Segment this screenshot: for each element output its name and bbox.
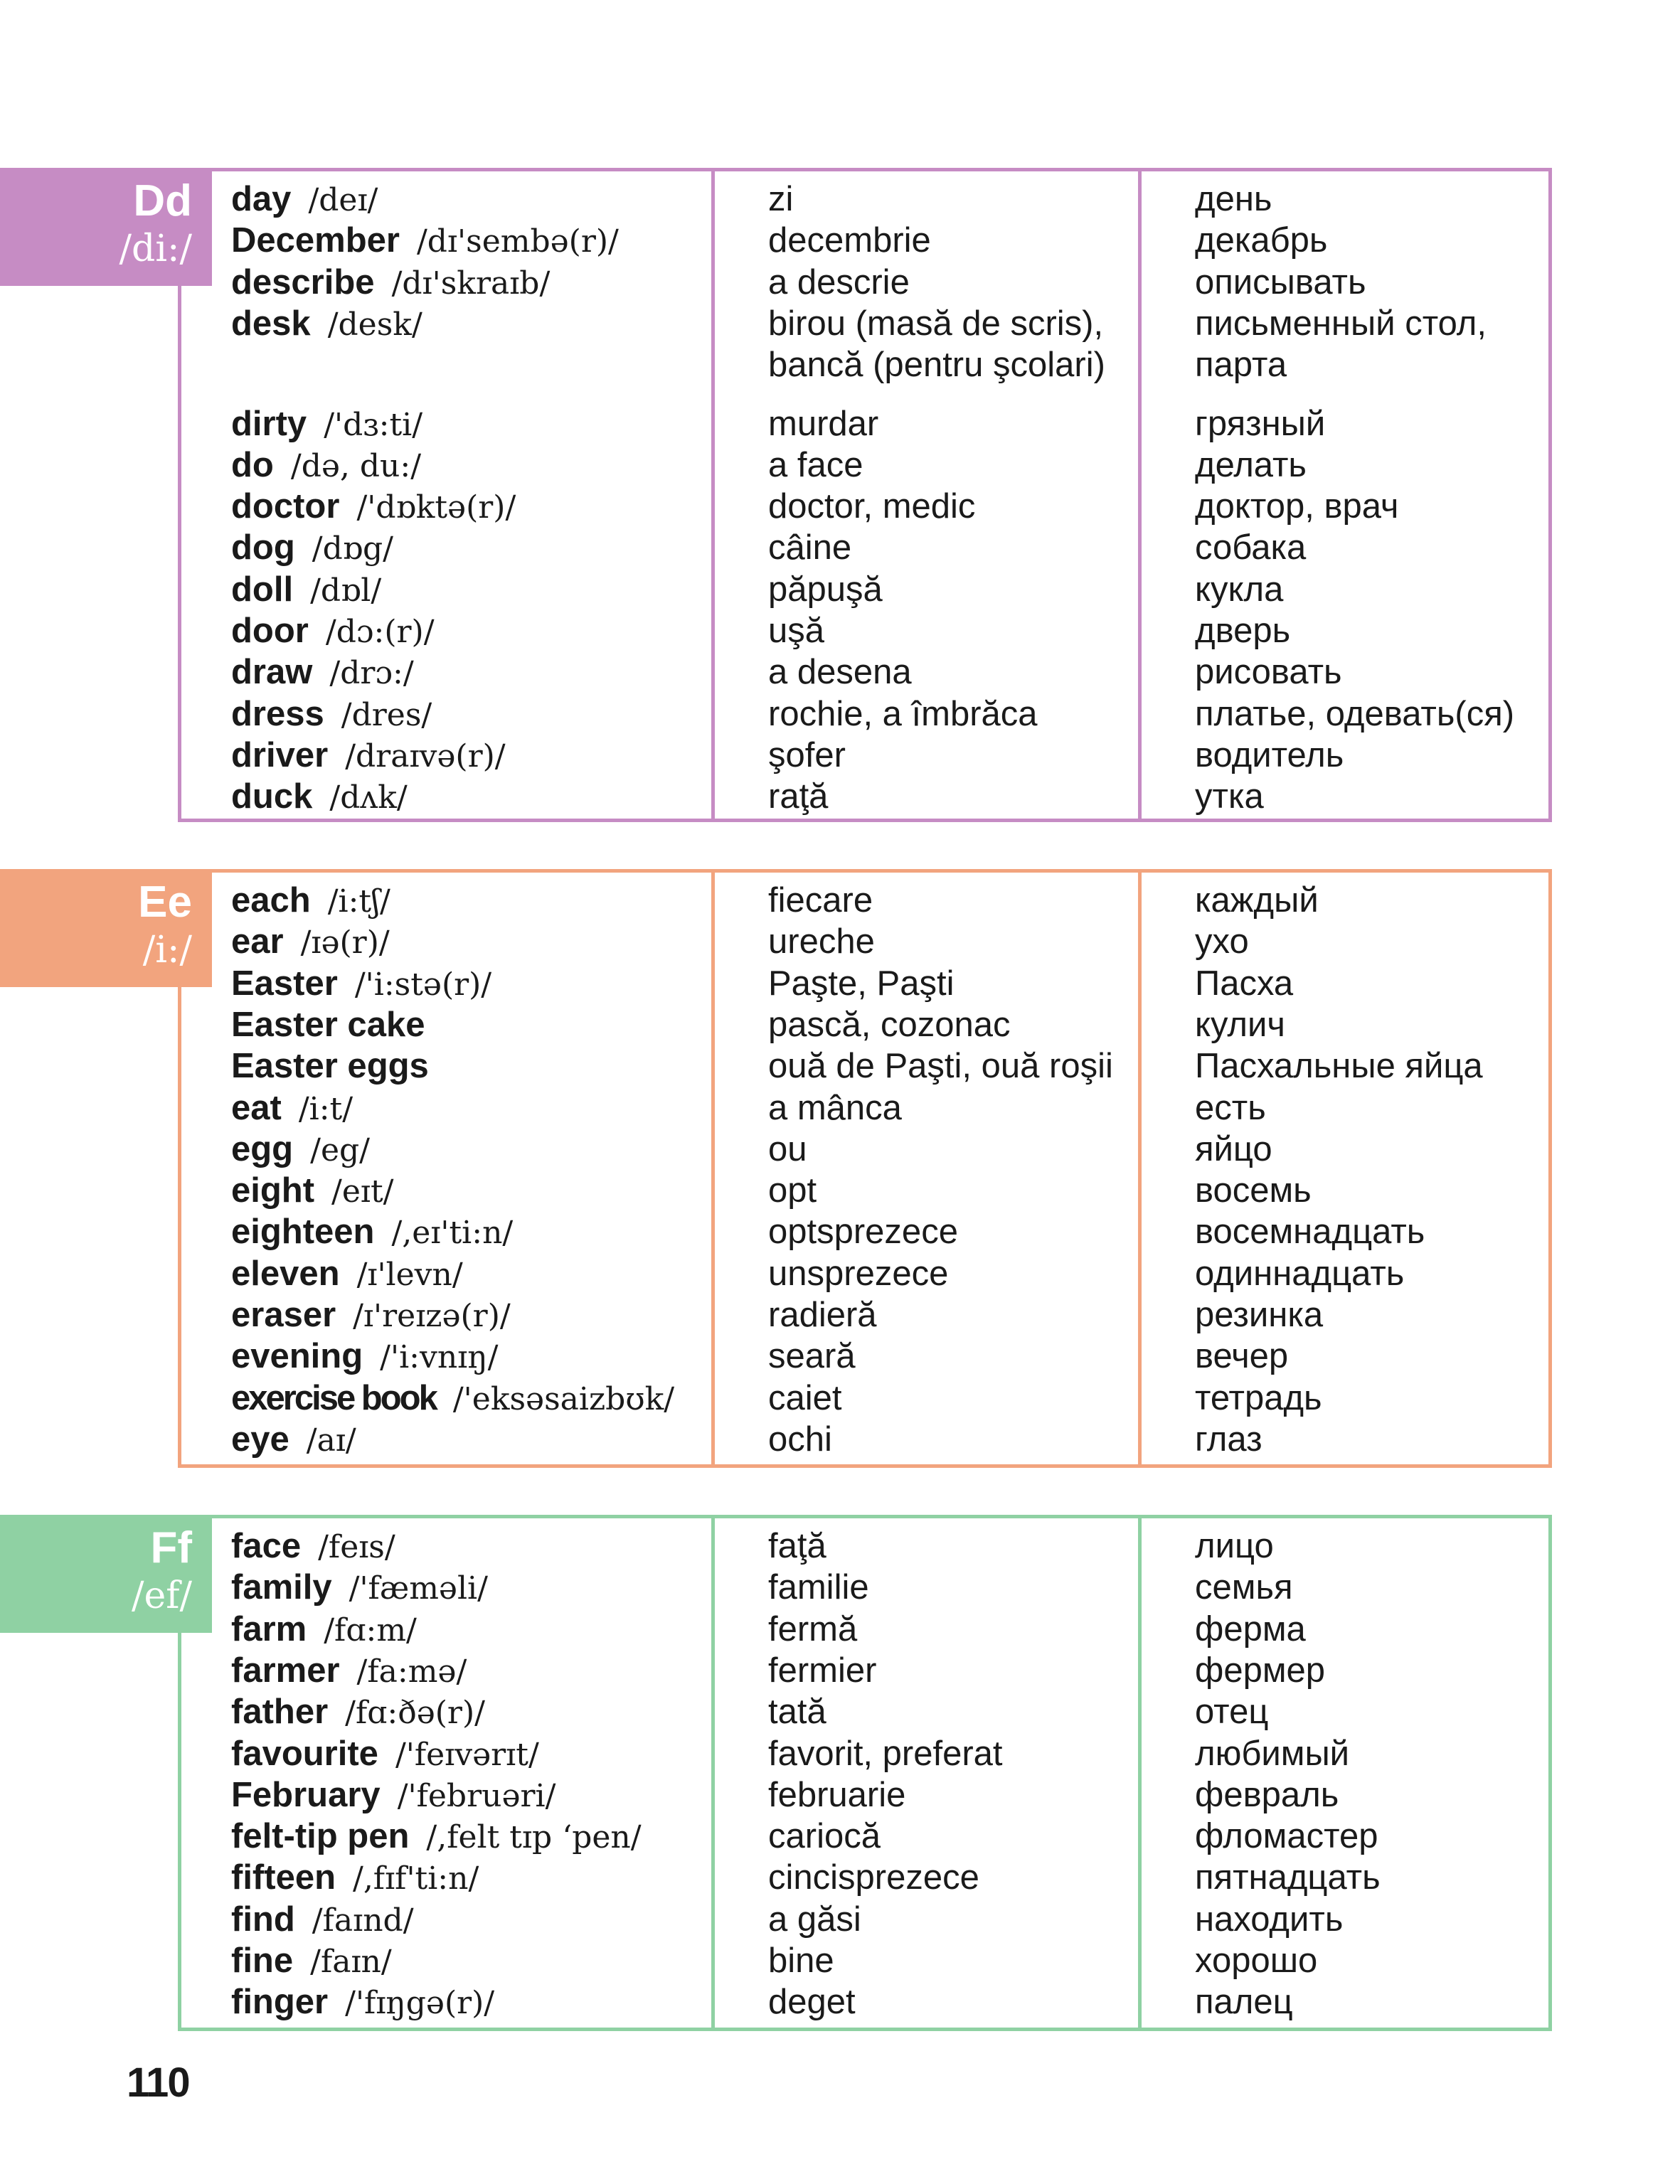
entry-russian: восемь: [1195, 1171, 1312, 1210]
entry-transcription: /'feɪvərɪt/: [395, 1736, 539, 1773]
entry-word: dress: [231, 694, 324, 733]
entry-romanian: cincisprezece: [768, 1858, 979, 1897]
entry-word: eraser: [231, 1296, 336, 1334]
entry-transcription: /draɪvə(r)/: [345, 737, 506, 774]
entry-romanian: unsprezece: [768, 1254, 949, 1293]
entry-word-row: [231, 610, 435, 653]
table-f: [178, 1515, 1552, 2031]
entry-romanian: birou (masă de scris),: [768, 304, 1104, 343]
entry-romanian: cariocă: [768, 1817, 881, 1856]
entry-transcription: /dɔ:(r)/: [325, 614, 435, 650]
entry-romanian: ou: [768, 1129, 807, 1168]
entry-russian: глаз: [1195, 1419, 1262, 1459]
entry-transcription: /'fɪŋgə(r)/: [345, 1985, 495, 2022]
entry-word-row: [231, 444, 421, 487]
entry-romanian: pască, cozonac: [768, 1005, 1011, 1044]
letter-heading: Ff: [150, 1523, 192, 1572]
entry-word-row: [231, 1816, 642, 1858]
entry-transcription: /dɪ'skraɪb/: [391, 265, 551, 302]
entry-word-row: [231, 921, 390, 964]
entry-romanian: ochi: [768, 1419, 832, 1459]
entry-word-row: [231, 1004, 425, 1045]
entry-transcription: /'dɒktə(r)/: [356, 489, 516, 526]
letter-ipa: /di:/: [119, 228, 192, 270]
entry-transcription: /dɒl/: [310, 572, 382, 609]
entry-romanian: câine: [768, 528, 852, 568]
entry-russian: резинка: [1195, 1296, 1324, 1334]
entry-russian: яйцо: [1195, 1129, 1272, 1168]
entry-word: favourite: [231, 1734, 378, 1773]
entry-romanian: seară: [768, 1337, 856, 1376]
entry-russian: пятнадцать: [1195, 1858, 1381, 1897]
entry-word-row: [231, 1981, 494, 2024]
entry-word: farm: [231, 1609, 307, 1648]
entry-russian: восемнадцать: [1195, 1213, 1425, 1252]
entry-word-row: [231, 1211, 513, 1254]
column-russian: [1138, 1518, 1593, 2028]
entry-transcription: /,eɪ'ti:n/: [391, 1215, 514, 1252]
entry-russian: кукла: [1195, 570, 1284, 609]
entry-word: duck: [231, 777, 313, 816]
entry-word: ear: [231, 922, 284, 962]
entry-romanian: a desena: [768, 653, 912, 692]
entry-word: exercise book: [231, 1378, 436, 1417]
entry-word: December: [231, 221, 400, 260]
entry-transcription: /ɪ'levn/: [356, 1256, 463, 1293]
entry-word-row: [231, 776, 408, 819]
letter-tab-e: [0, 869, 212, 987]
entry-russian: письменный стол,: [1195, 304, 1487, 343]
entry-russian: рисовать: [1195, 653, 1342, 692]
entry-word-row: [231, 1253, 463, 1296]
entry-transcription: /,felt tɪp ‘pen/: [426, 1819, 642, 1856]
entry-word-row: [231, 1691, 485, 1734]
entry-word-row: [231, 262, 550, 304]
entry-transcription: /i:t/: [298, 1090, 353, 1127]
entry-word-row: [231, 1336, 498, 1378]
entry-romanian: uşă: [768, 612, 825, 650]
entry-transcription: /eg/: [310, 1131, 370, 1168]
entry-transcription: /feɪs/: [318, 1529, 395, 1565]
entry-word: face: [231, 1527, 302, 1565]
entry-transcription: /i:tʃ/: [327, 883, 390, 920]
entry-romanian: ouă de Paşti, ouă roşii: [768, 1047, 1113, 1086]
entry-word: egg: [231, 1129, 294, 1168]
entry-word: Easter: [231, 964, 338, 1003]
entry-word: doll: [231, 570, 294, 609]
entry-word: fifteen: [231, 1858, 336, 1897]
entry-romanian: a descrie: [768, 262, 910, 302]
entry-transcription: /dɒg/: [312, 531, 393, 568]
entry-word: do: [231, 445, 274, 484]
entry-word: door: [231, 612, 309, 650]
entry-word-row: [231, 1129, 370, 1171]
entry-romanian: caiet: [768, 1378, 842, 1417]
entry-russian: кулич: [1195, 1005, 1285, 1044]
letter-heading: Ee: [138, 878, 192, 927]
entry-word: father: [231, 1693, 329, 1732]
entry-russian: утка: [1195, 777, 1264, 816]
entry-romanian: opt: [768, 1171, 817, 1210]
entry-word: desk: [231, 304, 311, 343]
entry-romanian: fermă: [768, 1609, 858, 1648]
entry-russian: грязный: [1195, 404, 1326, 443]
entry-word: February: [231, 1775, 381, 1814]
entry-romanian: familie: [768, 1568, 869, 1607]
entry-romanian: fermier: [768, 1651, 877, 1690]
entry-transcription: /'i:vnɪŋ/: [380, 1339, 499, 1376]
entry-word-row: [231, 1857, 479, 1900]
entry-russian: фломастер: [1195, 1817, 1378, 1856]
entry-transcription: /deɪ/: [308, 182, 378, 218]
entry-transcription: /desk/: [327, 306, 422, 343]
entry-russian: находить: [1195, 1900, 1344, 1939]
entry-transcription: /fa:mə/: [356, 1653, 467, 1690]
entry-russian: палец: [1195, 1983, 1293, 2022]
entry-word: describe: [231, 262, 375, 302]
entry-russian: платье, одевать(ся): [1195, 694, 1515, 733]
entry-word: evening: [231, 1337, 363, 1376]
entry-romanian: decembrie: [768, 221, 931, 260]
entry-word: each: [231, 881, 311, 920]
column-romanian: [711, 873, 1184, 1464]
entry-romanian: tată: [768, 1693, 826, 1732]
entry-transcription: /'eksəsaizbʊk/: [452, 1380, 675, 1417]
entry-word-row: [231, 1419, 356, 1461]
entry-transcription: /eɪt/: [331, 1173, 394, 1210]
entry-transcription: /faɪn/: [310, 1944, 392, 1980]
entry-transcription: /də, du:/: [290, 447, 422, 484]
column-romanian: [711, 171, 1184, 819]
entry-transcription: /dres/: [341, 696, 432, 733]
entry-word-row: [231, 1940, 392, 1983]
entry-word-row: [231, 735, 506, 777]
entry-romanian: bancă (pentru şcolari): [768, 346, 1105, 385]
entry-word-row: [231, 693, 432, 736]
entry-word-row: [231, 1045, 429, 1087]
table-e: [178, 869, 1552, 1468]
entry-word: day: [231, 180, 292, 218]
entry-russian: февраль: [1195, 1775, 1339, 1814]
entry-word: Easter cake: [231, 1005, 425, 1044]
entry-word-row: [231, 1733, 539, 1776]
letter-ipa: /ef/: [131, 1575, 192, 1617]
entry-romanian: favorit, preferat: [768, 1734, 1003, 1773]
entry-romanian: deget: [768, 1983, 856, 2022]
entry-word-row: [231, 880, 390, 922]
table-d: [178, 168, 1552, 822]
entry-romanian: a face: [768, 445, 863, 484]
column-russian: [1138, 171, 1593, 819]
entry-word-row: [231, 527, 393, 570]
entry-word-row: [231, 1650, 467, 1693]
entry-word-row: [231, 1774, 555, 1817]
entry-word: dirty: [231, 404, 307, 443]
entry-word-row: [231, 569, 381, 612]
entry-transcription: /ɪ'reɪzə(r)/: [353, 1298, 511, 1334]
entry-russian: водитель: [1195, 735, 1344, 774]
entry-russian: есть: [1195, 1088, 1266, 1127]
column-russian: [1138, 873, 1593, 1464]
entry-russian: парта: [1195, 346, 1287, 385]
letter-ipa: /i:/: [142, 929, 192, 971]
entry-transcription: /dʌk/: [329, 779, 408, 816]
entry-russian: семья: [1195, 1568, 1293, 1607]
page-number: 110: [127, 2060, 189, 2106]
entry-word-row: [231, 1567, 488, 1609]
column-english: [231, 873, 722, 1464]
entry-word-row: [231, 1378, 674, 1420]
entry-word-row: [231, 1087, 353, 1130]
entry-word: family: [231, 1568, 332, 1607]
entry-russian: фермер: [1195, 1651, 1326, 1690]
entry-russian: вечер: [1195, 1337, 1289, 1376]
entry-word: finger: [231, 1983, 329, 2022]
entry-word: eighteen: [231, 1213, 375, 1252]
entry-transcription: /'i:stə(r)/: [354, 966, 492, 1003]
entry-russian: отец: [1195, 1693, 1269, 1732]
entry-romanian: păpuşă: [768, 570, 883, 609]
entry-russian: одиннадцать: [1195, 1254, 1405, 1293]
entry-russian: ферма: [1195, 1609, 1306, 1648]
entry-romanian: a găsi: [768, 1900, 861, 1939]
entry-russian: Пасхальные яйца: [1195, 1047, 1483, 1086]
entry-word: fine: [231, 1941, 294, 1980]
entry-russian: любимый: [1195, 1734, 1350, 1773]
entry-word-row: [231, 1294, 511, 1337]
entry-romanian: şofer: [768, 735, 846, 774]
entry-romanian: faţă: [768, 1527, 826, 1565]
letter-heading: Dd: [133, 176, 192, 225]
entry-word-row: [231, 1609, 417, 1651]
entry-romanian: raţă: [768, 777, 829, 816]
entry-russian: делать: [1195, 445, 1307, 484]
entry-russian: день: [1195, 180, 1272, 218]
entry-romanian: Paşte, Paşti: [768, 964, 955, 1003]
entry-russian: дверь: [1195, 612, 1291, 650]
column-english: [231, 171, 722, 819]
entry-word: eleven: [231, 1254, 340, 1293]
entry-word-row: [231, 651, 414, 694]
entry-russian: каждый: [1195, 881, 1319, 920]
entry-russian: хорошо: [1195, 1941, 1318, 1980]
entry-transcription: /dɪ'sembə(r)/: [416, 223, 619, 260]
entry-transcription: /drɔ:/: [329, 655, 414, 692]
entry-word: farmer: [231, 1651, 340, 1690]
entry-word: driver: [231, 735, 329, 774]
entry-russian: описывать: [1195, 262, 1366, 302]
entry-russian: тетрадь: [1195, 1378, 1322, 1417]
entry-word: find: [231, 1900, 295, 1939]
entry-word: eye: [231, 1419, 289, 1459]
entry-transcription: /'dɜ:ti/: [324, 406, 423, 443]
entry-word-row: [231, 403, 422, 446]
column-english: [231, 1518, 722, 2028]
entry-russian: Пасха: [1195, 964, 1294, 1003]
entry-romanian: bine: [768, 1941, 834, 1980]
entry-transcription: /faɪnd/: [312, 1902, 414, 1939]
entry-transcription: /fɑ:m/: [324, 1612, 417, 1648]
entry-word: felt-tip pen: [231, 1817, 410, 1856]
entry-word-row: [231, 1899, 414, 1941]
entry-transcription: /ɪə(r)/: [300, 925, 390, 962]
entry-romanian: februarie: [768, 1775, 906, 1814]
entry-word: draw: [231, 653, 313, 692]
entry-word-row: [231, 303, 422, 346]
entry-russian: доктор, врач: [1195, 487, 1399, 526]
entry-word-row: [231, 220, 619, 262]
entry-transcription: /'februəri/: [397, 1777, 556, 1814]
entry-romanian: radieră: [768, 1296, 877, 1334]
entry-romanian: murdar: [768, 404, 879, 443]
column-romanian: [711, 1518, 1184, 2028]
entry-romanian: a mânca: [768, 1088, 902, 1127]
entry-romanian: ureche: [768, 922, 875, 962]
entry-word-row: [231, 179, 378, 221]
entry-word: eight: [231, 1171, 315, 1210]
entry-romanian: fiecare: [768, 881, 873, 920]
entry-transcription: /'fæməli/: [349, 1570, 488, 1607]
entry-word-row: [231, 1525, 395, 1568]
entry-word-row: [231, 1170, 394, 1213]
entry-word: doctor: [231, 487, 340, 526]
entry-transcription: /fɑ:ðə(r)/: [345, 1695, 485, 1732]
entry-russian: декабрь: [1195, 221, 1328, 260]
entry-romanian: rochie, a îmbrăca: [768, 694, 1038, 733]
entry-russian: ухо: [1195, 922, 1249, 962]
entry-word: eat: [231, 1088, 282, 1127]
entry-transcription: /,fɪf'ti:n/: [353, 1860, 479, 1897]
entry-transcription: /aɪ/: [306, 1422, 356, 1459]
entry-russian: собака: [1195, 528, 1307, 568]
entry-romanian: doctor, medic: [768, 487, 976, 526]
entry-word: dog: [231, 528, 295, 568]
entry-russian: лицо: [1195, 1527, 1274, 1565]
entry-romanian: optsprezece: [768, 1213, 958, 1252]
letter-tab-f: [0, 1515, 212, 1633]
entry-word-row: [231, 963, 491, 1006]
entry-word: Easter eggs: [231, 1047, 429, 1086]
entry-romanian: zi: [768, 180, 794, 218]
letter-tab-d: [0, 168, 212, 286]
entry-word-row: [231, 486, 516, 528]
